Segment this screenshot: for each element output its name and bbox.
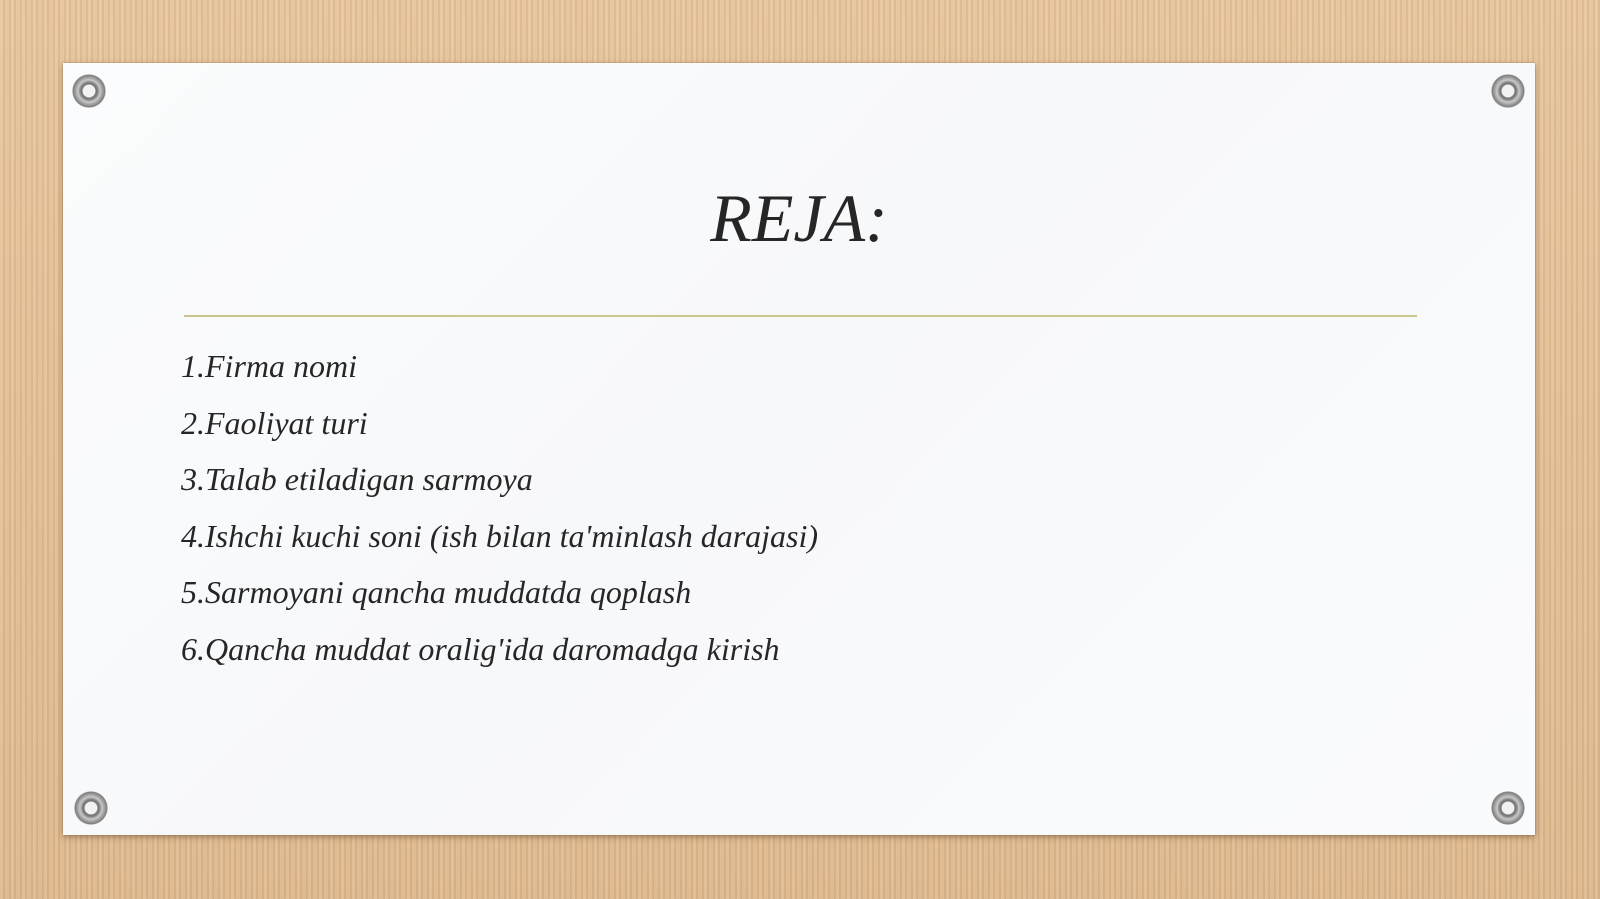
plan-item: 2.Faoliyat turi xyxy=(181,404,368,441)
grommet-top-left-icon xyxy=(72,74,106,108)
plan-item: 5.Sarmoyani qancha muddatda qoplash xyxy=(181,574,692,610)
grommet-bottom-right-icon xyxy=(1491,791,1525,825)
grommet-bottom-left-icon xyxy=(74,791,108,825)
grommet-top-right-icon xyxy=(1491,74,1525,108)
plan-item: 6.Qancha muddat oralig'ida daromadga kirish xyxy=(181,630,780,667)
slide-title: REJA: xyxy=(710,180,888,256)
title-divider xyxy=(184,315,1417,317)
plan-item: 3.Talab etiladigan sarmoya xyxy=(181,461,533,497)
plan-item: 4.Ishchi kuchi soni (ish bilan ta'minlash darajasi) xyxy=(181,517,819,554)
plan-item: 1.Firma nomi xyxy=(181,348,357,384)
plan-list xyxy=(181,338,1381,677)
